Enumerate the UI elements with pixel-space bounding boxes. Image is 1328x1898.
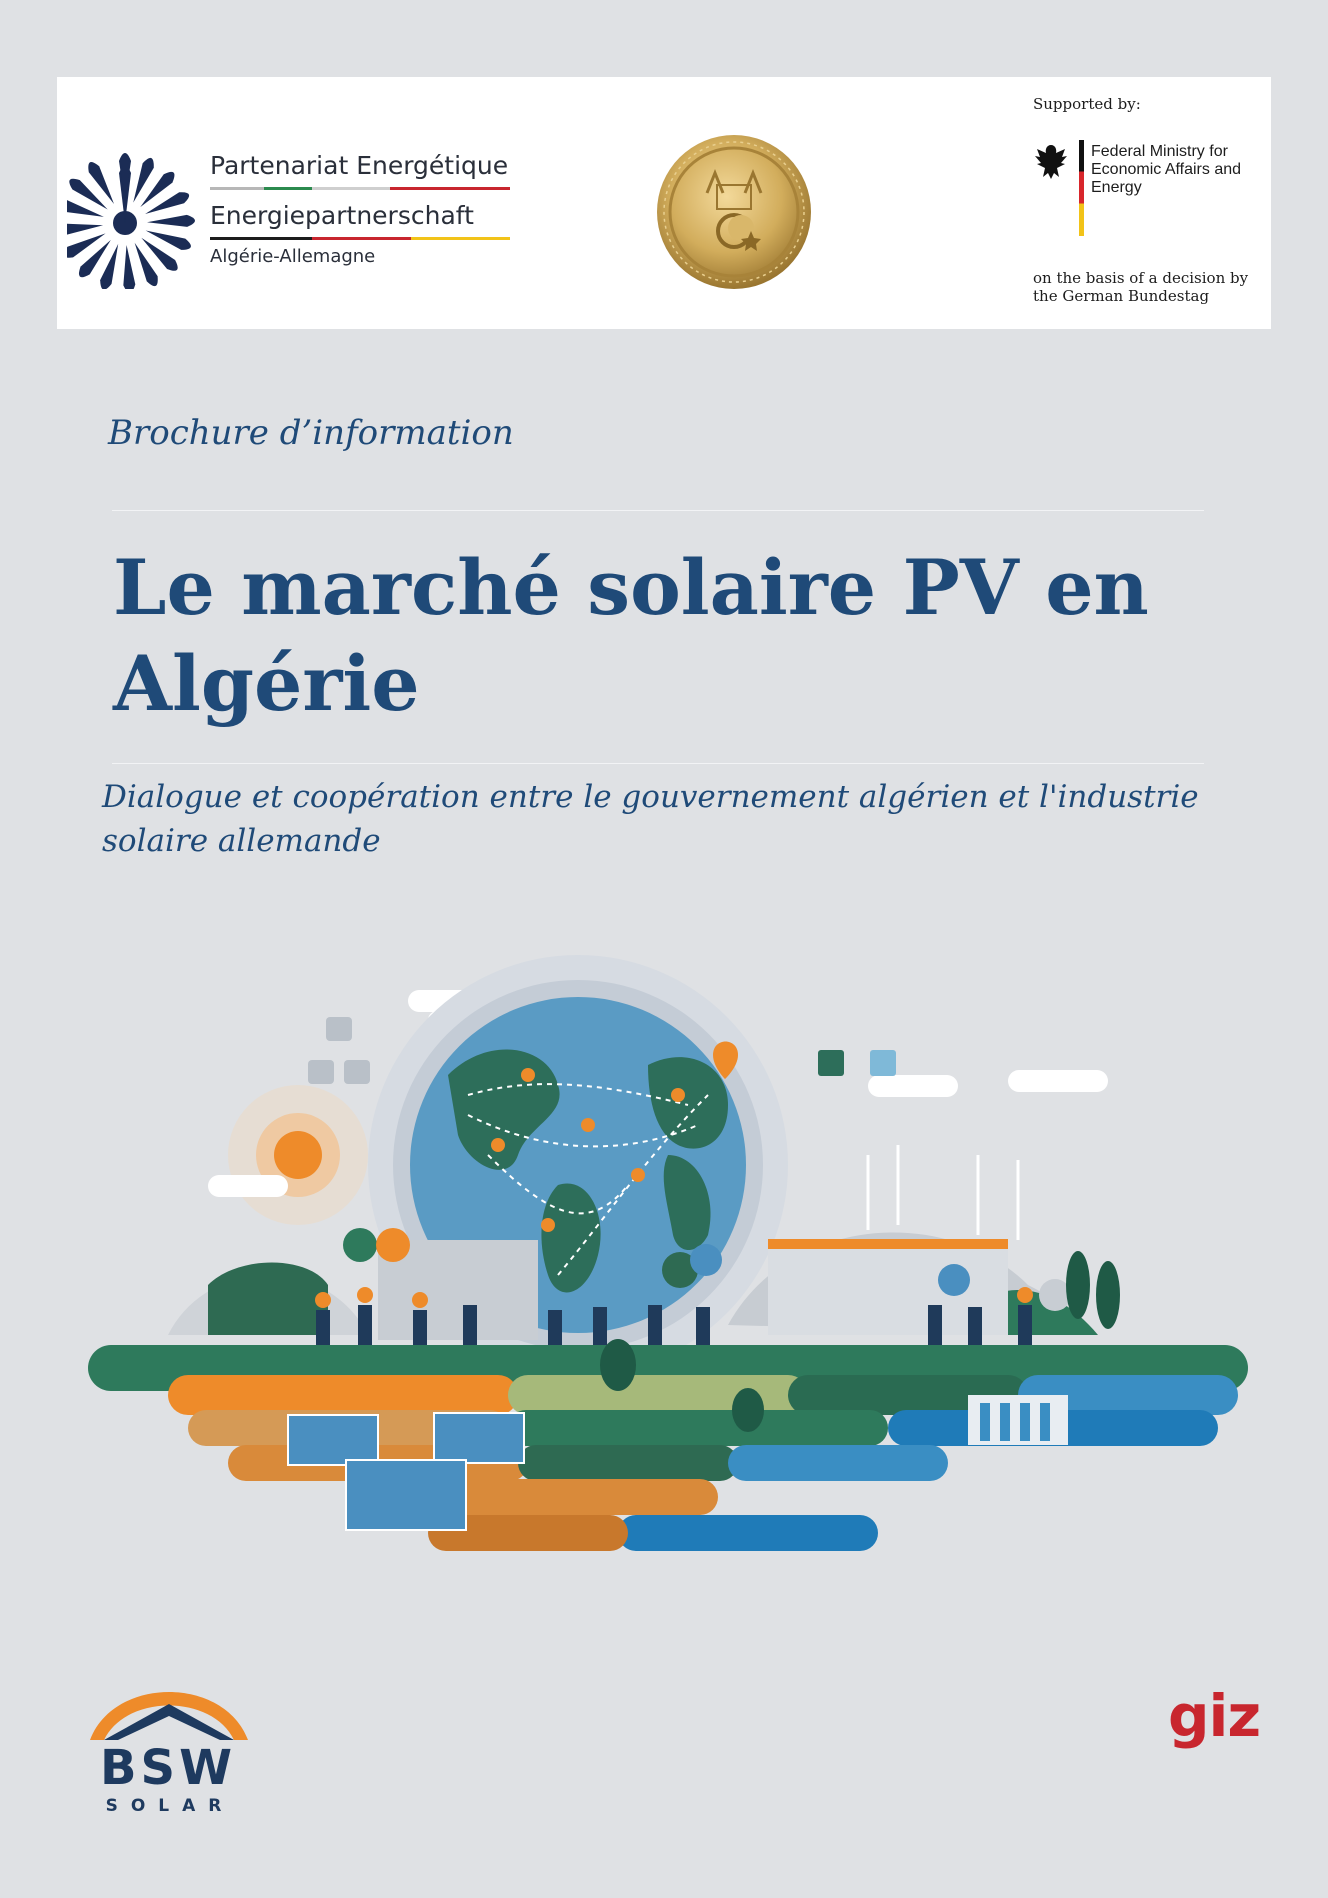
german-flag-bar <box>1079 140 1084 236</box>
partner-countries: Algérie-Allemagne <box>210 246 376 267</box>
cover-illustration <box>88 955 1248 1595</box>
page-subtitle: Dialogue et coopération entre le gouvernement algérien et l'industrie solaire allemande <box>102 779 1199 859</box>
divider-rule <box>210 237 510 240</box>
giz-logo: giz <box>1168 1682 1261 1750</box>
partner-name-fr: Partenariat Energétique <box>210 151 509 180</box>
sunburst-logo-icon <box>67 129 227 289</box>
brochure-kicker: Brochure d’information <box>108 413 514 453</box>
partner-name-de: Energiepartnerschaft <box>210 201 474 230</box>
title-top-rule <box>112 510 1204 511</box>
divider-rule <box>210 187 510 190</box>
bundestag-note: on the basis of a decision by the German Bundestag <box>1033 269 1249 305</box>
title-bottom-rule <box>112 763 1204 764</box>
bsw-logo-subtext: SOLAR <box>105 1796 235 1816</box>
sun-icon <box>228 1085 368 1225</box>
supported-by-label: Supported by: <box>1033 95 1141 113</box>
bsw-logo-text: BSW <box>99 1740 237 1796</box>
energy-partnership-logo <box>67 129 587 289</box>
ministry-name: Federal Ministry for Economic Affairs and Energy <box>1091 143 1242 196</box>
page-title: Le marché solaire PV en Algérie <box>113 543 1149 728</box>
federal-eagle-icon <box>1033 141 1069 183</box>
header-logo-band <box>57 77 1271 329</box>
algeria-emblem-seal <box>655 133 813 291</box>
